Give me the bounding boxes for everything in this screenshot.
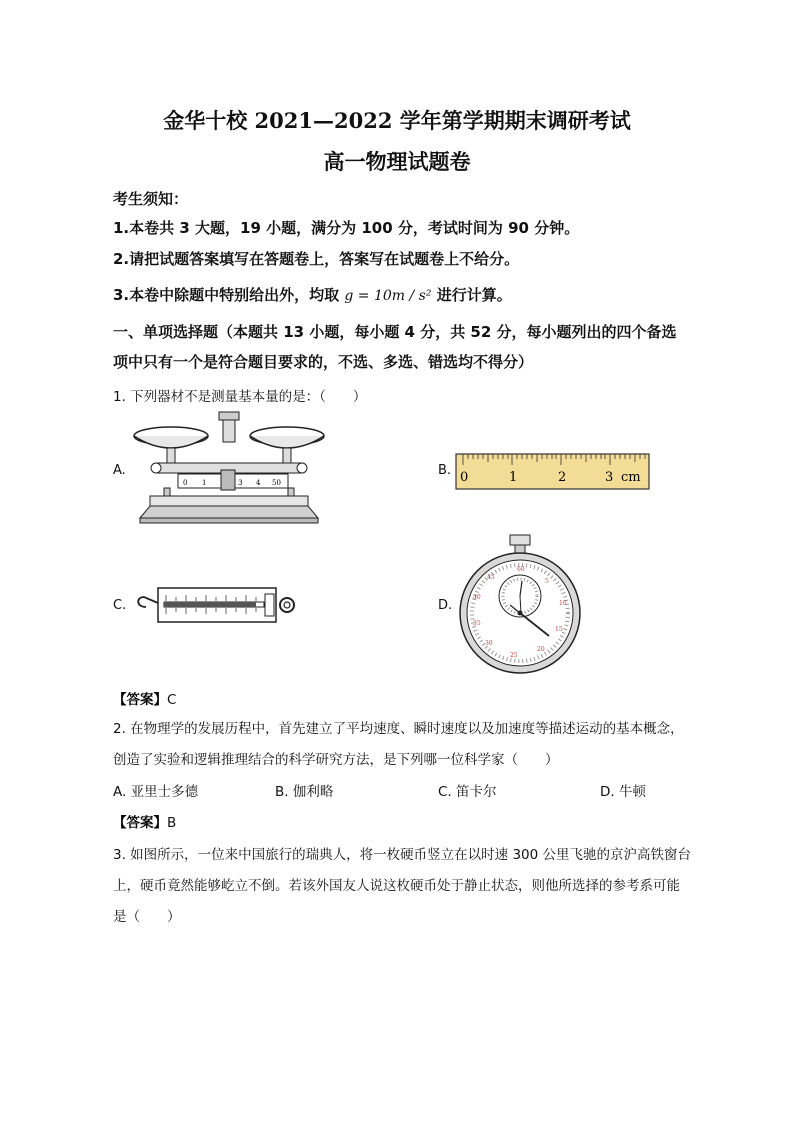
svg-text:25: 25: [510, 652, 518, 659]
svg-text:40: 40: [473, 594, 481, 601]
q1-stem: 1. 下列器材不是测量基本量的是：（ ）: [113, 389, 367, 405]
q2-option-c: C. 笛卡尔: [438, 784, 497, 800]
svg-text:5: 5: [545, 578, 549, 585]
q2-answer: [113, 811, 176, 831]
q1-option-a-label: A.: [113, 463, 126, 478]
q1-option-d-label: D.: [438, 598, 453, 613]
balance-scale-image: [126, 408, 332, 528]
notice-item-3-prefix: 3.本卷中除题中特别给出外，均取: [113, 286, 340, 304]
ruler-image: [455, 453, 651, 491]
svg-text:45: 45: [487, 574, 495, 581]
ruler-tick-3: 3: [605, 470, 614, 485]
ruler-tick-0: 0: [460, 470, 469, 485]
svg-text:50: 50: [272, 479, 281, 487]
q2-answer-tag: 【答案】: [113, 815, 167, 831]
q2-line-1: 2. 在物理学的发展历程中，首先建立了平均速度、瞬时速度以及加速度等描述运动的基本概念，: [113, 721, 684, 737]
svg-text:10: 10: [559, 600, 567, 607]
q1-answer-tag: 【答案】: [113, 692, 167, 708]
notice-heading: 考生须知：: [113, 190, 189, 208]
notice-item-1: 1.本卷共 3 大题，19 小题，满分为 100 分，考试时间为 90 分钟。: [113, 219, 580, 237]
svg-text:4: 4: [256, 479, 261, 487]
q3-line-1: 3. 如图所示，一位来中国旅行的瑞典人，将一枚硬币竖立在以时速 300 公里飞驰的京沪高铁窗台: [113, 847, 692, 863]
svg-text:1: 1: [202, 479, 207, 487]
q1-option-c-label: C.: [113, 598, 127, 613]
q1-answer-value: C: [167, 692, 177, 708]
svg-text:0: 0: [183, 479, 188, 487]
q2-line-2: 创造了实验和逻辑推理结合的科学研究方法，是下列哪一位科学家（ ）: [113, 752, 559, 768]
svg-text:20: 20: [537, 646, 545, 653]
notice-item-3: [113, 284, 512, 305]
ruler-tick-1: 1: [509, 470, 518, 485]
spring-scale-image: [132, 583, 300, 627]
q3-line-2: 上，硬币竟然能够屹立不倒。若该外国友人说这枚硬币处于静止状态，则他所选择的参考系可能: [113, 878, 680, 894]
section-1-line-1: 一、单项选择题（本题共 13 小题，每小题 4 分，共 52 分，每小题列出的四个备选: [113, 323, 677, 341]
q2-option-b: B. 伽利略: [275, 784, 334, 800]
notice-item-2: 2.请把试题答案填写在答题卷上，答案写在试题卷上不给分。: [113, 250, 520, 268]
q2-answer-value: B: [167, 815, 177, 831]
q1-option-b-label: B.: [438, 463, 452, 478]
section-1-line-2: 项中只有一个是符合题目要求的，不选、多选、错选均不得分）: [113, 353, 534, 371]
gravity-formula: g = 10m / s²: [344, 288, 432, 304]
exam-title: 金华十校 2021—2022 学年第学期期末调研考试: [163, 108, 631, 133]
svg-text:3: 3: [238, 479, 243, 487]
ruler-unit: cm: [621, 470, 641, 485]
exam-subtitle: 高一物理试题卷: [323, 149, 471, 174]
q2-option-a: A. 亚里士多德: [113, 784, 199, 800]
svg-text:30: 30: [485, 640, 493, 647]
notice-item-3-suffix: 进行计算。: [436, 286, 512, 304]
q1-answer: [113, 688, 176, 708]
svg-text:35: 35: [473, 620, 481, 627]
q3-line-3: 是（ ）: [113, 909, 181, 925]
svg-text:60: 60: [517, 566, 525, 573]
svg-text:15: 15: [555, 626, 563, 633]
ruler-tick-2: 2: [558, 470, 567, 485]
q2-option-d: D. 牛顿: [600, 784, 646, 800]
stopwatch-image: [455, 533, 585, 677]
